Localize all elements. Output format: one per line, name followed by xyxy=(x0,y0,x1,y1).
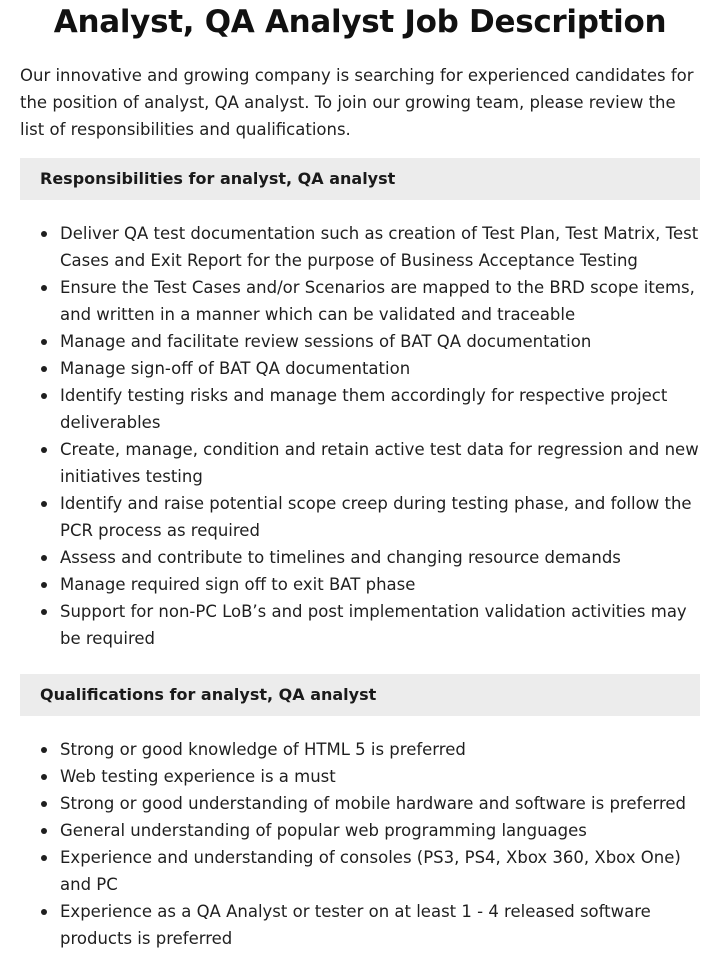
bullet-icon xyxy=(41,285,47,291)
bullet-icon xyxy=(41,774,47,780)
responsibility-text: Deliver QA test documentation such as creation of Test Plan, Test Matrix, Test Cases and Exit Report for the purpose of Business Acceptance Testing xyxy=(60,224,699,270)
responsibility-text: Manage required sign off to exit BAT phase xyxy=(60,575,416,594)
responsibility-text: Support for non-PC LoB’s and post implementation validation activities may be required xyxy=(60,602,687,648)
responsibilities-heading: Responsibilities for analyst, QA analyst xyxy=(20,158,700,200)
bullet-icon xyxy=(41,501,47,507)
page-title: Analyst, QA Analyst Job Description xyxy=(53,4,667,40)
responsibilities-list xyxy=(20,220,700,652)
responsibility-item xyxy=(60,571,700,598)
bullet-icon xyxy=(41,828,47,834)
bullet-icon xyxy=(41,609,47,615)
qualification-text: Experience as a QA Analyst or tester on at least 1 - 4 released software products is preferred xyxy=(60,902,651,948)
responsibility-text: Create, manage, condition and retain active test data for regression and new initiatives testing xyxy=(60,440,699,486)
bullet-icon xyxy=(41,366,47,372)
bullet-icon xyxy=(41,339,47,345)
bullet-icon xyxy=(41,447,47,453)
responsibility-text: Identify testing risks and manage them accordingly for respective project deliverables xyxy=(60,386,668,432)
responsibility-item xyxy=(60,544,700,571)
bullet-icon xyxy=(41,747,47,753)
responsibility-item xyxy=(60,355,700,382)
qualification-item xyxy=(60,844,700,898)
bullet-icon xyxy=(41,393,47,399)
bullet-icon xyxy=(41,855,47,861)
responsibility-text: Ensure the Test Cases and/or Scenarios are mapped to the BRD scope items, and written in a manner which can be validated and traceable xyxy=(60,278,695,324)
responsibility-text: Manage sign-off of BAT QA documentation xyxy=(60,359,411,378)
responsibility-item xyxy=(60,490,700,544)
qualification-text: Experience and understanding of consoles (PS3, PS4, Xbox 360, Xbox One) and PC xyxy=(60,848,681,894)
qualification-text: General understanding of popular web programming languages xyxy=(60,821,587,840)
qualification-item xyxy=(60,817,700,844)
intro-paragraph: Our innovative and growing company is searching for experienced candidates for the position of analyst, QA analyst. To join our growing team, please review the list of responsibilities and qualifications. xyxy=(20,66,694,139)
responsibility-item xyxy=(60,598,700,652)
qualifications-heading: Qualifications for analyst, QA analyst xyxy=(20,674,700,716)
bullet-icon xyxy=(41,582,47,588)
responsibility-item xyxy=(60,274,700,328)
responsibility-text: Assess and contribute to timelines and changing resource demands xyxy=(60,548,621,567)
responsibility-item xyxy=(60,382,700,436)
responsibility-text: Manage and facilitate review sessions of BAT QA documentation xyxy=(60,332,592,351)
bullet-icon xyxy=(41,231,47,237)
qualification-text: Web testing experience is a must xyxy=(60,767,336,786)
qualification-item xyxy=(60,790,700,817)
qualifications-list xyxy=(20,736,700,952)
qualification-item xyxy=(60,763,700,790)
qualification-item xyxy=(60,898,700,952)
bullet-icon xyxy=(41,555,47,561)
responsibility-text: Identify and raise potential scope creep during testing phase, and follow the PCR process as required xyxy=(60,494,692,540)
responsibility-item xyxy=(60,220,700,274)
responsibility-item xyxy=(60,436,700,490)
qualification-item xyxy=(60,736,700,763)
bullet-icon xyxy=(41,909,47,915)
bullet-icon xyxy=(41,801,47,807)
qualification-text: Strong or good knowledge of HTML 5 is preferred xyxy=(60,740,466,759)
qualification-text: Strong or good understanding of mobile hardware and software is preferred xyxy=(60,794,687,813)
responsibility-item xyxy=(60,328,700,355)
